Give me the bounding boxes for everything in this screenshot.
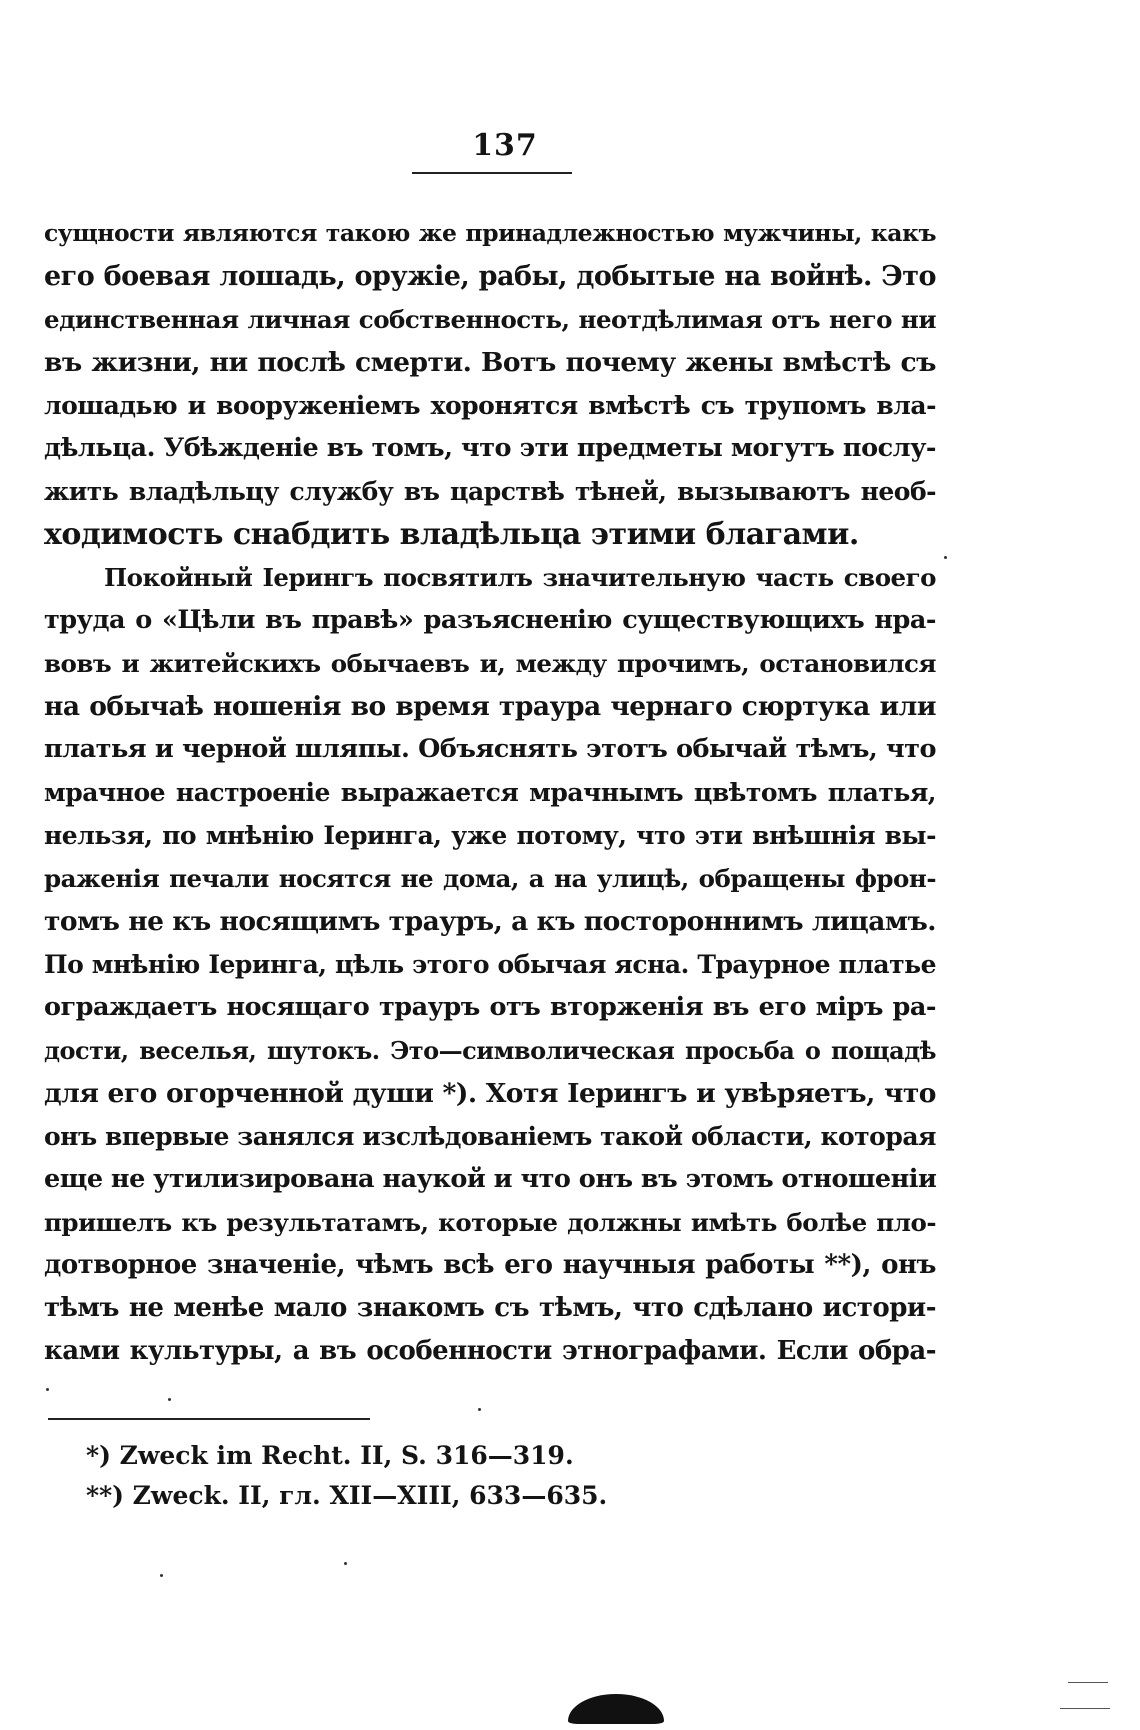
body-line: труда о «Цѣли въ правѣ» разъясненію существующихъ нра- [44, 605, 936, 635]
body-line: томъ не къ носящимъ трауръ, а къ постороннимъ лицамъ. [44, 906, 936, 937]
body-line: нельзя, по мнѣнію Іеринга, уже потому, что эти внѣшнія вы- [44, 821, 936, 850]
body-line: раженія печали носятся не дома, а на улицѣ, обращены фрон- [44, 864, 936, 893]
body-line: жить владѣльцу службу въ царствѣ тѣней, вызываютъ необ- [44, 477, 936, 506]
body-line: дотворное значеніе, чѣмъ всѣ его научныя работы **), онъ [44, 1250, 936, 1280]
body-line: въ жизни, ни послѣ смерти. Вотъ почему жены вмѣстѣ съ [44, 347, 936, 378]
footnote: **) Zweck. II, гл. XII—XIII, 633—635. [86, 1481, 608, 1510]
body-line: дѣльца. Убѣжденіе въ томъ, что эти предметы могутъ послу- [44, 433, 936, 463]
body-line: для его огорченной души *). Хотя Іерингъ и увѣряетъ, что [44, 1078, 936, 1109]
body-line: По мнѣнію Іеринга, цѣль этого обычая ясна. Траурное платье [44, 950, 936, 979]
scan-speck [344, 1562, 347, 1565]
body-line: вовъ и житейскихъ обычаевъ и, между прочимъ, остановился [44, 649, 936, 678]
body-line: тѣмъ не менѣе мало знакомъ съ тѣмъ, что сдѣлано истори- [44, 1293, 936, 1323]
body-line: сущности являются такою же принадлежностью мужчины, какъ [44, 219, 936, 247]
scan-speck [478, 1408, 481, 1411]
footnote-rule [48, 1418, 370, 1420]
scan-speck [944, 556, 947, 559]
body-line: ограждаетъ носящаго трауръ отъ вторженія въ его міръ ра- [44, 992, 936, 1022]
body-line: на обычаѣ ношенія во время траура чернаго сюртука или [44, 691, 936, 722]
scan-speck [46, 1388, 49, 1391]
body-line: мрачное настроеніе выражается мрачнымъ цвѣтомъ платья, [44, 778, 936, 807]
page-number-rule [412, 172, 572, 174]
body-line: дости, веселья, шутокъ. Это—символическая просьба о пощадѣ [44, 1036, 936, 1065]
footnotes [86, 1436, 786, 1516]
body-line: пришелъ къ результатамъ, которые должны имѣть болѣе пло- [44, 1208, 936, 1237]
body-line: онъ впервые занялся изслѣдованіемъ такой области, которая [44, 1122, 936, 1151]
body-text [44, 212, 936, 1373]
scan-speck [168, 1398, 171, 1401]
body-line: ками культуры, а въ особенности этнографами. Если обра- [44, 1336, 936, 1366]
body-line: лошадью и вооруженіемъ хоронятся вмѣстѣ съ трупомъ вла- [44, 391, 936, 420]
page-number: 137 [472, 128, 538, 163]
ink-blot [568, 1694, 664, 1724]
scan-speck [160, 1574, 163, 1577]
body-line: еще не утилизирована наукой и что онъ въ этомъ отношеніи [44, 1164, 937, 1194]
margin-mark [1068, 1682, 1108, 1683]
body-line: его боевая лошадь, оружіе, рабы, добытые на войнѣ. Это [44, 261, 936, 292]
body-line: платья и черной шляпы. Объяснять этотъ обычай тѣмъ, что [44, 734, 936, 764]
body-line: единственная личная собственность, неотдѣлимая отъ него ни [44, 305, 936, 334]
margin-mark [1060, 1708, 1110, 1709]
footnote: *) Zweck im Recht. II, S. 316—319. [86, 1441, 574, 1470]
body-line: Покойный Іерингъ посвятилъ значительную часть своего [104, 563, 936, 592]
body-line: ходимость снабдить владѣльца этими благами. [44, 517, 859, 552]
